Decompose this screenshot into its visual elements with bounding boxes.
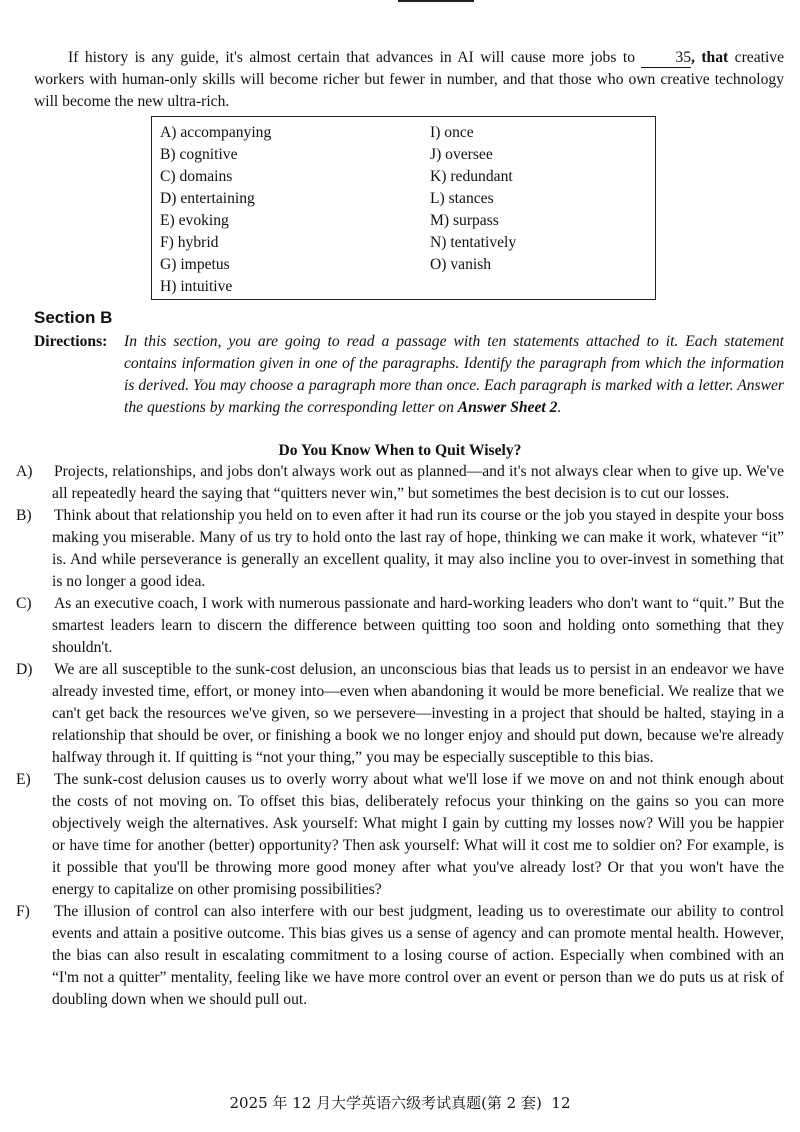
section-title: Section B xyxy=(34,308,113,327)
word-option: G) impetus xyxy=(160,256,230,273)
paragraph-letter: A) xyxy=(16,463,33,480)
word-bank xyxy=(151,116,656,300)
word-option: D) entertaining xyxy=(160,190,255,207)
paragraph-text: As an executive coach, I work with numerous passionate and hard-working leaders who don't want to “quit.” But the smartest leaders learn to discern the difference between quitting too soon and holding onto something that they shouldn't. xyxy=(52,595,784,656)
word-option: O) vanish xyxy=(430,256,492,273)
page-footer xyxy=(0,1092,800,1114)
word-option: C) domains xyxy=(160,168,233,185)
directions xyxy=(34,331,784,419)
directions-answer-sheet: Answer Sheet 2 xyxy=(457,399,558,416)
word-option: B) cognitive xyxy=(160,146,238,163)
paragraph-text: The sunk-cost delusion causes us to overly worry about what we'll lose if we move on and not think enough about the costs of not moving on. To offset this bias, deliberately refocus your thinking on the gains so you can more objectively weigh the alternatives. Ask yourself: What might I gain by cutting my losses now? Will you be happier or have time for another (better) opportunity? Then ask yourself: What will it cost me to soldier on? For example, is it possible that you'll be throwing more good money after what you've already lost? Or that you won't have the energy to capitalize on other promising possibilities? xyxy=(52,771,784,898)
paragraph-text: The illusion of control can also interfere with our best judgment, leading us to overestimate our ability to control events and attain a positive outcome. This bias gives us a sense of agency and can promote mental health. However, the bias can also result in escalating commitment to a losing course of action. Especially when combined with an “I'm not a quitter” mentality, feeling like we have more control over an event or person than we do puts us at risk of doubling down when we should pull out. xyxy=(52,903,784,1008)
passage-title: Do You Know When to Quit Wisely? xyxy=(278,442,522,459)
paragraph-d xyxy=(16,659,784,769)
paragraph-letter: D) xyxy=(16,661,33,678)
paragraph-text: Projects, relationships, and jobs don't always work out as planned—and it's not always clear when to give up. We've all repeatedly heard the saying that “quitters never win,” but sometimes the best decision is to cut our losses. xyxy=(52,463,784,502)
directions-body: In this section, you are going to read a passage with ten statements attached to it. Each statement contains information given in one of the paragraphs. Identify the paragraph from which the information is derived. You may choose a paragraph more than once. Each paragraph is marked with a letter. Answer the questions by marking the corresponding letter on xyxy=(124,333,784,416)
intro-paragraph xyxy=(34,47,784,113)
page-number: 12 xyxy=(551,1094,571,1112)
intro-rest: creative workers with human-only skills will become richer but fewer in number, and that those who own creative technology will become the new ultra-rich. xyxy=(34,49,784,110)
paragraph-text: Think about that relationship you held on to even after it had run its course or the job you stayed in despite your boss making you miserable. Many of us try to hold onto the last ray of hope, thinking we can make it work, whatever “it” is. And while perseverance is generally an excellent quality, it may also incline you to over-invest in something that is no longer a good idea. xyxy=(52,507,784,590)
word-option: J) oversee xyxy=(430,146,493,163)
word-option: I) once xyxy=(430,124,474,141)
word-option: K) redundant xyxy=(430,168,513,185)
passage-paragraphs xyxy=(16,461,784,1011)
word-option: F) hybrid xyxy=(160,234,219,251)
word-bank-left-column xyxy=(160,122,271,298)
paragraph-a xyxy=(16,461,784,505)
word-option: A) accompanying xyxy=(160,124,272,141)
word-bank-right-column xyxy=(430,122,516,276)
directions-text xyxy=(124,331,784,419)
paragraph-c xyxy=(16,593,784,659)
paragraph-letter: E) xyxy=(16,771,31,788)
paragraph-b xyxy=(16,505,784,593)
word-option: E) evoking xyxy=(160,212,229,229)
word-option: L) stances xyxy=(430,190,494,207)
intro-bold: , that xyxy=(691,49,729,66)
intro-text: If history is any guide, it's almost certain that advances in AI will cause more jobs to xyxy=(68,49,642,66)
word-option: M) surpass xyxy=(430,212,499,229)
paragraph-text: We are all susceptible to the sunk-cost delusion, an unconscious bias that leads us to persist in an endeavor we have already invested time, effort, or money into—even when abandoning it would be more beneficial. We realize that we can't get back the resources we've given, so we persevere—investing in a project that should be halted, staying in a relationship that should be over, or finishing a book we no longer enjoy and should put down, because we're already halfway through it. If quitting is “not your thing,” you may be especially susceptible to this bias. xyxy=(52,661,784,766)
word-option: H) intuitive xyxy=(160,278,233,295)
paragraph-letter: F) xyxy=(16,903,30,920)
paragraph-e xyxy=(16,769,784,901)
blank-35: 35 xyxy=(641,49,691,68)
directions-end: . xyxy=(557,399,562,416)
directions-label: Directions: xyxy=(34,333,108,350)
paragraph-letter: B) xyxy=(16,507,32,524)
word-option: N) tentatively xyxy=(430,234,517,251)
top-rule xyxy=(398,0,474,2)
paragraph-f xyxy=(16,901,784,1011)
footer-text: 2025 年 12 月大学英语六级考试真题(第 2 套) xyxy=(229,1094,542,1112)
paragraph-letter: C) xyxy=(16,595,32,612)
